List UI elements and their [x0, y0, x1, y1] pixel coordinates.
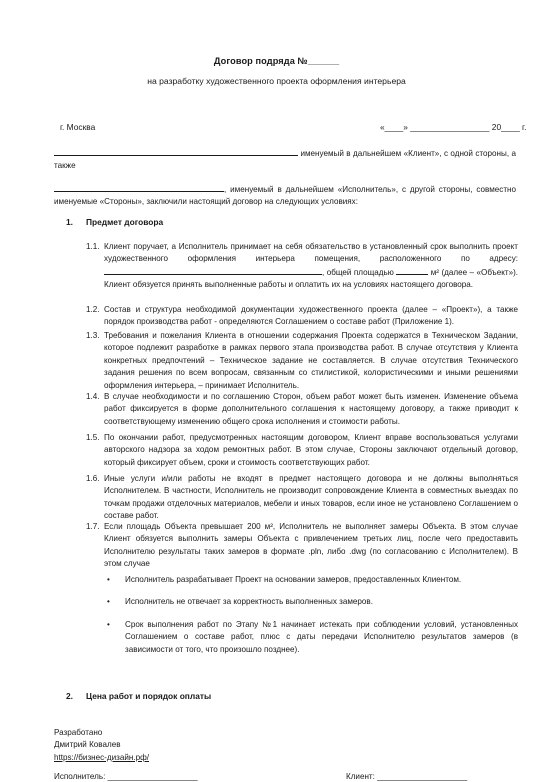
contract-city: г. Москва: [60, 122, 96, 132]
contract-date: «____» _________________ 20____ г.: [380, 122, 527, 132]
clause-number: 1.4.: [86, 392, 100, 401]
clause-text-part: , общей площадью: [322, 267, 394, 277]
contract-title: Договор подряда №______: [213, 56, 340, 66]
clause-item: [86, 521, 518, 571]
clause-number: 1.7.: [86, 522, 100, 531]
author-name: Дмитрий Ковалев: [54, 740, 121, 750]
section-number: 2.: [66, 691, 73, 701]
list-item: [107, 596, 518, 608]
section-title: Предмет договора: [86, 217, 164, 227]
clause-number: 1.1.: [86, 242, 100, 251]
clause-item: [86, 432, 518, 469]
clause-number: 1.5.: [86, 433, 100, 442]
clause-number: 1.3.: [86, 331, 100, 340]
footer-credits: [54, 727, 149, 764]
section-heading: [66, 217, 163, 227]
bullet-icon: •: [107, 597, 110, 606]
list-item: [107, 619, 518, 656]
clause-text-part: Клиент поручает, а Исполнитель принимает на себя обязательство в установленный срок выполнить проект художественного оформления интерьера помещения, расположенного по адресу:: [104, 242, 518, 264]
clause-text: Если площадь Объекта превышает 200 м², Исполнитель не выполняет замеры Объекта. В этом случае Клиент обязуется выполнить замеры Объекта с привлечением третьих лиц, после чего предоставить Исполнителю результаты таких замеров в формате .pln, либо .dwg (по согласованию с Исполнителем). В этом случае: [104, 522, 518, 569]
client-party-paragraph: [54, 147, 516, 173]
list-item-text: Срок выполнения работ по Этапу №1 начинает истекать при соблюдении условий, установленных Соглашением о составе работ, плюс с даты передачи Исполнителю результатов замеров (в зависимости от того, что произошло позднее).: [125, 620, 518, 654]
contract-subtitle: на разработку художественного проекта оформления интерьера: [147, 76, 406, 86]
clause-item: [86, 391, 518, 428]
contractor-party-text: , именуемый в дальнейшем «Исполнитель», с другой стороны, совместно именуемые «Стороны», заключили настоящий договор на следующих условиях:: [54, 185, 516, 207]
contractor-party-paragraph: [54, 183, 516, 209]
clause-text: В случае необходимости и по соглашению Сторон, объем работ может быть изменен. Изменение объема работ фиксируется в форме дополнительного соглашения к настоящему договору, а также приводит к соответствующему изменению общего срока исполнения и стоимости работы.: [104, 392, 518, 426]
bullet-icon: •: [107, 620, 110, 629]
list-item-text: Исполнитель не отвечает за корректность выполненных замеров.: [125, 597, 373, 606]
address-blank: [104, 266, 322, 275]
area-unit: м²: [430, 267, 439, 277]
section-heading: [66, 691, 211, 701]
clause-item: [86, 241, 518, 292]
client-name-blank: [54, 147, 298, 156]
website-link[interactable]: https://бизнес-дизайн.рф/: [54, 752, 149, 762]
section-title: Цена работ и порядок оплаты: [86, 691, 212, 701]
clause-item: [86, 330, 518, 392]
clause-text: По окончании работ, предусмотренных настоящим договором, Клиент вправе воспользоваться услугами авторского надзора за ходом ремонтных работ. В этом случае, Стороны заключают отдельный договор, который фиксирует объем, сроки и стоимость соответствующих работ.: [104, 433, 518, 467]
clause-text: Иные услуги и/или работы не входят в предмет настоящего договора и не должны выполняться Исполнителем. В частности, Исполнитель не производит сопровождение Клиента в совместных выездах по точкам продажи отделочных материалов, мебели и иных товаров, если иное не установлено Соглашением о составе работ.: [104, 474, 518, 521]
contractor-signature: Исполнитель: ____________________: [54, 772, 198, 781]
clause-text: Состав и структура необходимой документации художественного проекта (далее – «Проект»), а также порядок производства работ - определяются Соглашением о составе работ (Приложение 1).: [104, 305, 518, 327]
list-item-text: Исполнитель разрабатывает Проект на основании замеров, предоставленных Клиентом.: [125, 575, 462, 584]
clause-number: 1.6.: [86, 474, 100, 483]
client-party-text: именуемый в дальнейшем «Клиент», с одной стороны, а также: [54, 149, 517, 171]
clause-text: Требования и пожелания Клиента в отношении содержания Проекта содержатся в Техническом Задании, которое подлежит разработке в рамках первого этапа производства работ. В случае отсутствия у Клиента конкретных предпочтений – Техническое задание не составляется. В случае отсутствия Технического задания решения по всем вопросам, связанным со стилистикой, колористическими и иными решениями оформления интерьера, – принимает Исполнитель.: [104, 331, 518, 390]
bullet-icon: •: [107, 575, 110, 584]
clause-item: [86, 473, 518, 523]
client-signature: Клиент: ____________________: [346, 772, 468, 781]
clause-text-part: (далее – «Объект»). Клиент обязуется принять выполненные работы и оплатить их на условиях настоящего договора.: [104, 267, 519, 290]
list-item: [107, 574, 518, 586]
footer-line: Разработано: [54, 728, 103, 737]
area-blank: [396, 266, 428, 275]
clause-number: 1.2.: [86, 305, 100, 314]
clause-item: [86, 304, 518, 329]
contractor-name-blank: [54, 183, 224, 192]
clause-text: [104, 241, 518, 292]
section-number: 1.: [66, 217, 73, 227]
